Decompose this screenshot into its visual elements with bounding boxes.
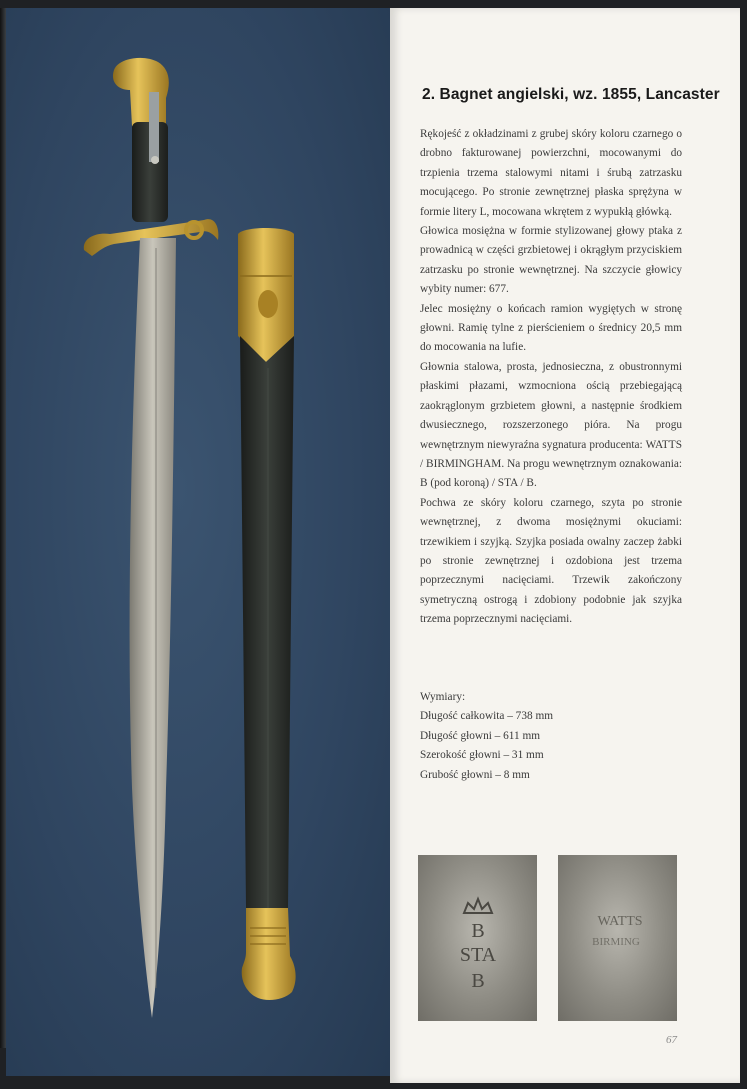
description-text xyxy=(420,125,682,630)
blade xyxy=(130,238,176,1018)
dimension-blade-length: Długość głowni – 611 mm xyxy=(420,729,541,742)
dimension-blade-width: Szerokość głowni – 31 mm xyxy=(420,749,544,762)
page-title: 2. Bagnet angielski, wz. 1855, Lancaster xyxy=(422,86,720,103)
paragraph-pommel: Głowica mosiężna w formie stylizowanej głowy ptaka z prowadnicą w części grzbietowej i okrągłym przyciskiem zatrzasku po stronie wewnętrznej. Na szczycie głowicy wybity numer: 677. xyxy=(420,225,682,296)
paragraph-crossguard: Jelec mosiężny o końcach ramion wygiętych w stronę głowni. Ramię tylne z pierścieniem o średnicy 20,5 mm do mocowania na lufie. xyxy=(420,302,682,354)
mark-letters-middle: STA xyxy=(459,944,497,966)
mark-letter-top: B xyxy=(471,920,485,942)
scabbard-chape xyxy=(242,908,296,1000)
marks-engraving xyxy=(418,855,537,1021)
signature-line-1: WATTS xyxy=(597,914,643,929)
description-page xyxy=(390,8,740,1083)
pommel xyxy=(113,58,169,126)
paragraph-scabbard: Pochwa ze skóry koloru czarnego, szyta po stronie wewnętrznej, z dwoma mosiężnymi okuciami: trzewikiem i szyjką. Szyjka posiada owalny zaczep żabki po stronie zewnętrznej i ozdobiona jest trzema poprzecznymi nacięciami. Trzewik zakończony symetryczną ostrogą i zdobiony podobnie jak szyjka trzema poprzecznymi nacięciami. xyxy=(420,496,682,626)
paragraph-blade: Głownia stalowa, prosta, jednosieczna, z obustronnymi płaskimi płazami, wzmocniona ością przebiegającą zaokrąglonym grzbietem głowni, a następnie środkiem dwusiecznego, rozszerzonego pióra. Na progu wewnętrznym niewyraźna sygnatura producenta: WATTS / BIRMINGHAM. Na progu wewnętrznym oznakowania: B (pod koroną) / STA / B. xyxy=(420,360,682,490)
signature-line-2: BIRMING xyxy=(592,936,640,948)
scabbard-body xyxy=(240,336,294,908)
bayonet-photograph xyxy=(6,8,390,1076)
mark-letter-bottom: B xyxy=(471,970,485,992)
dimension-blade-thickness: Grubość głowni – 8 mm xyxy=(420,768,530,781)
signature-engraving xyxy=(558,855,677,1021)
dimensions-heading: Wymiary: xyxy=(420,691,466,703)
dimension-total-length: Długość całkowita – 738 mm xyxy=(420,710,554,723)
page-number: 67 xyxy=(666,1034,677,1046)
dimensions-list xyxy=(420,688,682,785)
bayonet-illustration xyxy=(6,8,390,1076)
crown-icon xyxy=(464,899,492,913)
maker-signature-photo xyxy=(558,855,677,1021)
inspection-marks-photo xyxy=(418,855,537,1021)
paragraph-grip: Rękojeść z okładzinami z grubej skóry koloru czarnego o drobno fakturowanej powierzchni, mocowanymi do trzpienia trzema stalowymi nitami i śrubą zatrzasku mocującego. Po stronie zewnętrznej płaska sprężyna w formie litery L, mocowana wkrętem z wypukłą główką. xyxy=(420,128,682,218)
